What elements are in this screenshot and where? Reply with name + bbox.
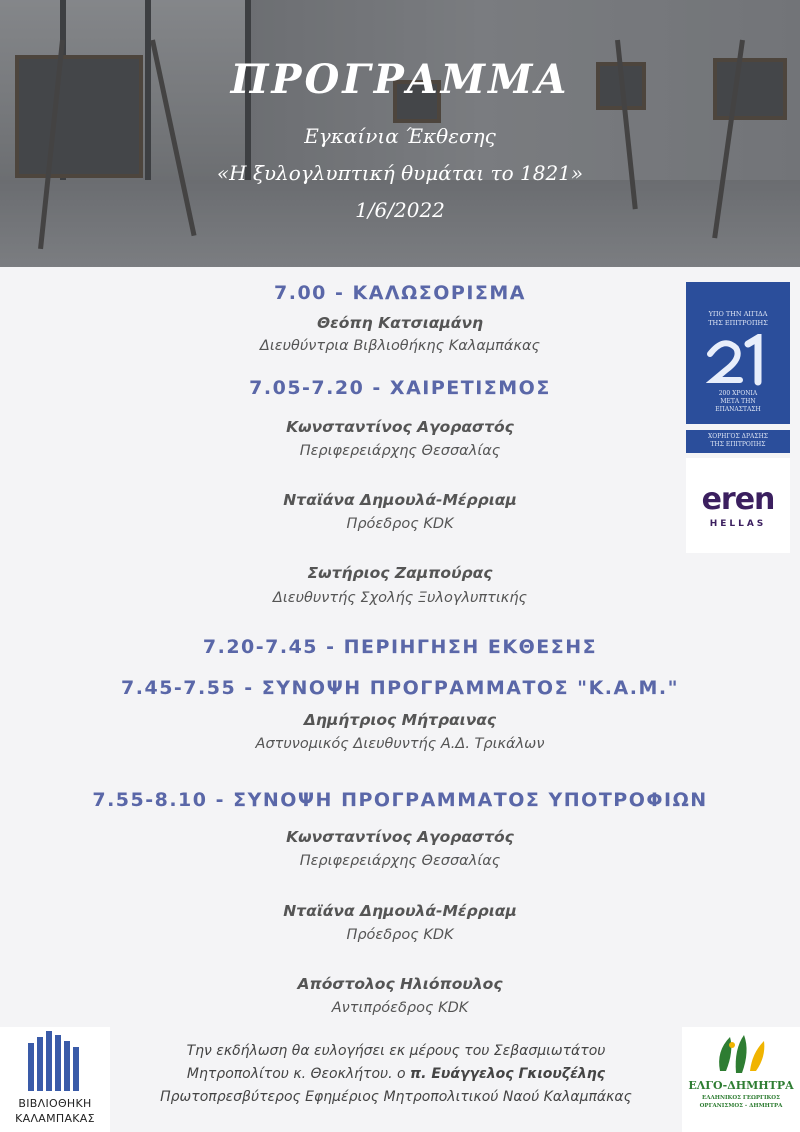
speaker-role: Περιφερειάρχης Θεσσαλίας bbox=[299, 853, 501, 869]
program-title: ΠΡΟΓΡΑΜΜΑ bbox=[230, 56, 570, 103]
blessing-line: Την εκδήλωση θα ευλογήσει εκ μέρους του Σεβασμιωτάτου bbox=[186, 1043, 606, 1059]
speaker-name: Θεόπη Κατσιαμάνη bbox=[316, 314, 484, 332]
section-heading: 7.00 - ΚΑΛΩΣΟΡΙΣΜΑ bbox=[274, 282, 526, 304]
bicentennial-mark-text: 21 bbox=[706, 334, 708, 335]
speaker-role: Περιφερειάρχης Θεσσαλίας bbox=[299, 443, 501, 459]
speaker-role: Αντιπρόεδρος ΚDK bbox=[331, 1000, 469, 1016]
exhibition-title: «Η ξυλογλυπτική θυμάται το 1821» bbox=[216, 161, 584, 185]
speaker-name: Δημήτριος Μήτραινας bbox=[303, 711, 497, 729]
speaker-name: Απόστολος Ηλιόπουλος bbox=[297, 975, 503, 993]
speaker-name: Σωτήριος Ζαμπούρας bbox=[307, 564, 493, 582]
speaker-name: Κωνσταντίνος Αγοραστός bbox=[286, 418, 514, 436]
speaker-role: Πρόεδρος ΚDK bbox=[346, 516, 454, 532]
blessing-line: Πρωτοπρεσβύτερος Εφημέριος Μητροπολιτικού Ναού Καλαμπάκας bbox=[160, 1089, 632, 1105]
blessing-line: Μητροπολίτου κ. Θεοκλήτου. ο π. Ευάγγελος Γκιουζέλης bbox=[186, 1066, 606, 1082]
section-heading: 7.05-7.20 - ΧΑΙΡΕΤΙΣΜΟΣ bbox=[249, 377, 551, 399]
books-icon bbox=[26, 1031, 84, 1091]
library-logo: ΒΙΒΛΙΟΘΗΚΗ ΚΑΛΑΜΠΑΚΑΣ bbox=[0, 1027, 110, 1132]
section-heading: 7.55-8.10 - ΣΥΝΟΨΗ ΠΡΟΓΡΑΜΜΑΤΟΣ ΥΠΟΤΡΟΦΙΩΝ bbox=[92, 789, 708, 811]
speaker-role: Αστυνομικός Διευθυντής Α.Δ. Τρικάλων bbox=[255, 736, 545, 752]
section-heading: 7.45-7.55 - ΣΥΝΟΨΗ ΠΡΟΓΡΑΜΜΑΤΟΣ "Κ.Α.Μ." bbox=[121, 677, 679, 699]
section-heading: 7.20-7.45 - ΠΕΡΙΗΓΗΣΗ ΕΚΘΕΣΗΣ bbox=[202, 636, 598, 658]
bicentennial-21-icon bbox=[706, 334, 770, 386]
elgo-demeter-logo: ΕΛΓΟ-ΔΗΜΗΤΡΑ ΕΛΛΗΝΙΚΟΣ ΓΕΩΡΓΙΚΟΣ ΟΡΓΑΝΙΣΜΟΣ - ΔΗΜΗΤΡΑ bbox=[682, 1027, 800, 1132]
speaker-name: Κωνσταντίνος Αγοραστός bbox=[286, 828, 514, 846]
priest-name: π. Ευάγγελος Γκιουζέλης bbox=[410, 1066, 606, 1082]
eren-hellas-logo: eren HELLAS bbox=[686, 458, 790, 553]
bicentennial-logo: ΥΠΟ ΤΗΝ ΑΙΓΙΔΑ ΤΗΣ ΕΠΙΤΡΟΠΗΣ 21 200 ΧΡΟΝΙΑ ΜΕΤΑ ΤΗΝ ΕΠΑΝΑΣΤΑΣΗ bbox=[686, 282, 790, 424]
speaker-role: Πρόεδρος ΚDK bbox=[346, 927, 454, 943]
speaker-role: Διευθυντής Σχολής Ξυλογλυπτικής bbox=[272, 590, 528, 606]
speaker-role: Διευθύντρια Βιβλιοθήκης Καλαμπάκας bbox=[259, 338, 541, 354]
demeter-emblem-icon bbox=[712, 1031, 770, 1077]
sponsor-label: ΧΟΡΗΓΟΣ ΔΡΑΣΗΣ ΤΗΣ ΕΠΙΤΡΟΠΗΣ bbox=[686, 430, 790, 453]
speaker-name: Νταϊάνα Δημουλά-Μέρριαμ bbox=[283, 491, 517, 509]
speaker-name: Νταϊάνα Δημουλά-Μέρριαμ bbox=[283, 902, 517, 920]
event-date: 1/6/2022 bbox=[355, 198, 445, 222]
event-subtitle: Εγκαίνια Έκθεσης bbox=[304, 124, 496, 148]
